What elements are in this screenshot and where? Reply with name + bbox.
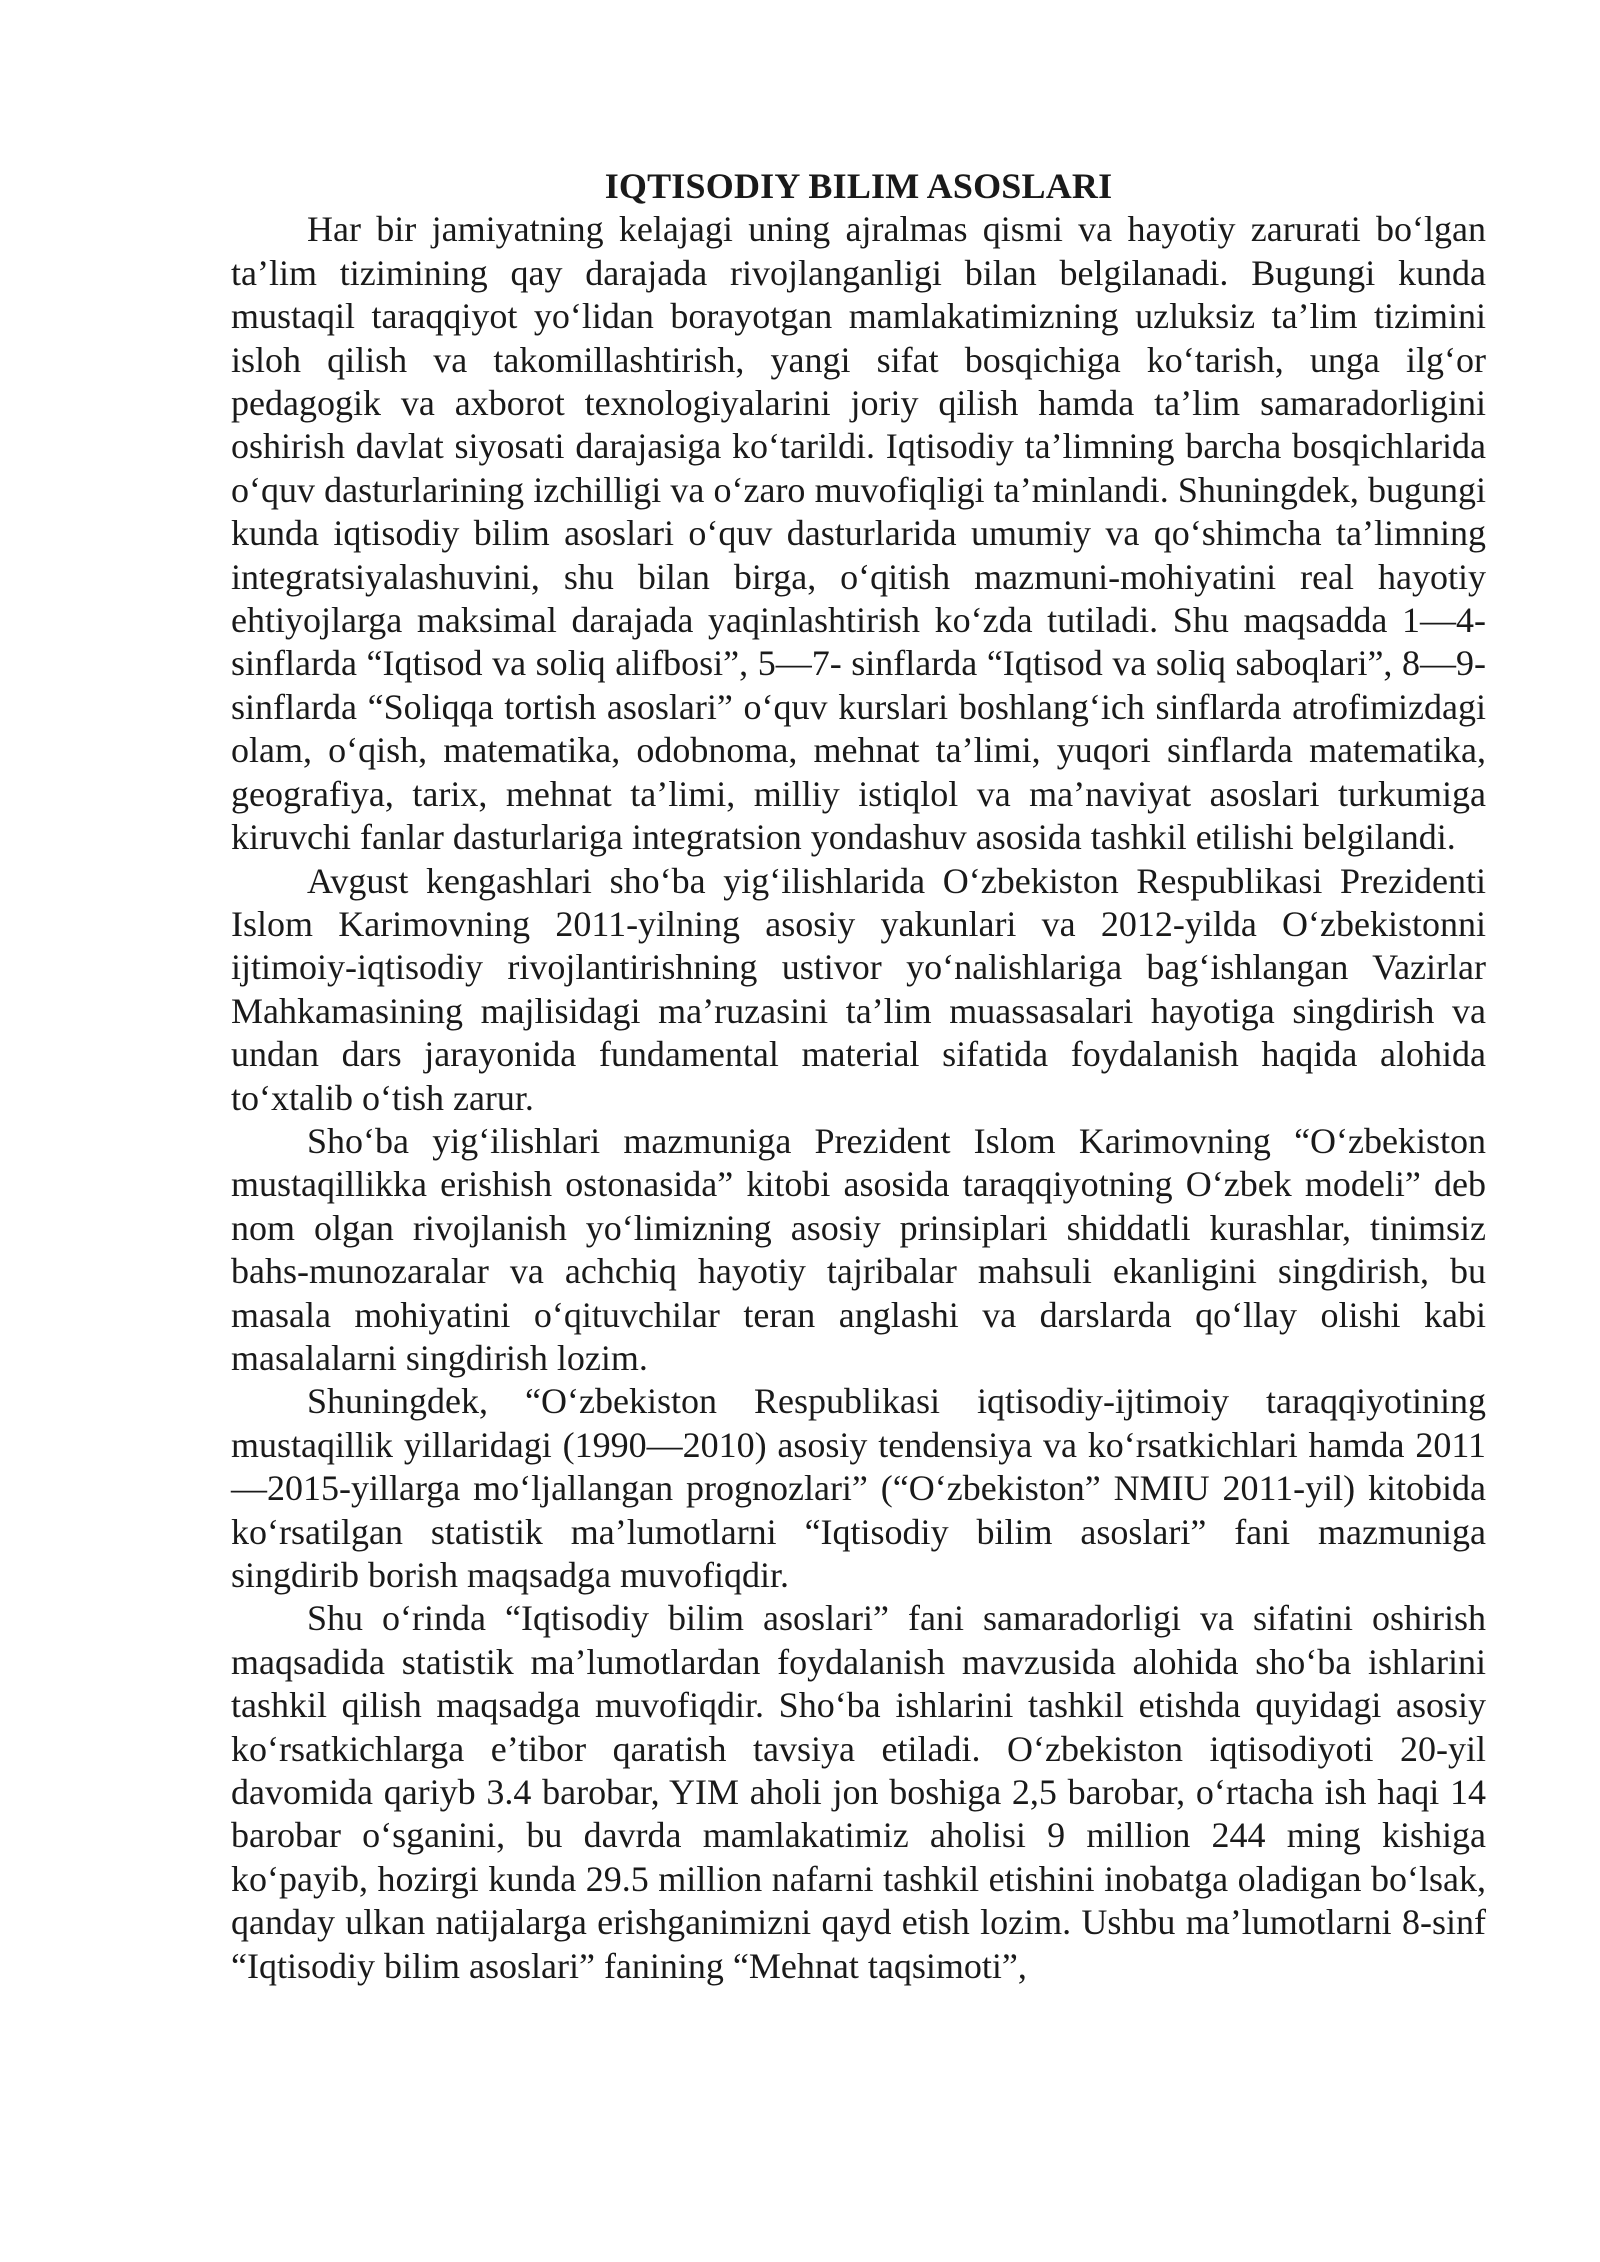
paragraph-1: Har bir jamiyatning kelajagi uning ajralmas qismi va hayotiy zarurati bo‘lgan ta’lim tizimining qay darajada rivojlanganligi bilan belgilanadi. Bugungi kunda mustaqil taraqqiyot yo‘lidan borayotgan mamlakatimizning uzluksiz ta’lim tizimini isloh qilish va takomillashtirish, yangi sifat bosqichiga ko‘tarish, unga ilg‘or pedagogik va axborot texnologiyalarini joriy qilish hamda ta’lim samaradorligini oshirish davlat siyosati darajasiga ko‘tarildi. Iqtisodiy ta’limning barcha bosqichlarida o‘quv dasturlarining izchilligi va o‘zaro muvofiqligi ta’minlandi. Shuningdek, bugungi kunda iqtisodiy bilim asoslari o‘quv dasturlarida umumiy va qo‘shimcha ta’limning integratsiyalashuvini, shu bilan birga, o‘qitish mazmuni-mohiyatini real hayotiy ehtiyojlarga maksimal darajada yaqinlashtirish ko‘zda tutiladi. Shu maqsadda 1—4-sinflarda “Iqtisod va soliq alifbosi”, 5—7- sinflarda “Iqtisod va soliq saboqlari”, 8—9-sinflarda “Soliqqa tortish asoslari” o‘quv kurslari boshlang‘ich sinflarda atrofimizdagi olam, o‘qish, matematika, odobnoma, mehnat ta’limi, yuqori sinflarda matematika, geografiya, tarix, mehnat ta’limi, milliy istiqlol va ma’naviyat asoslari turkumiga kiruvchi fanlar dasturlariga integratsion yondashuv asosida tashkil etilishi belgilandi. (231, 209, 1486, 858)
paragraph-3: Sho‘ba yig‘ilishlari mazmuniga Prezident Islom Karimovning “O‘zbekiston mustaqillikka erishish ostonasida” kitobi asosida taraqqiyotning O‘zbek modeli” deb nom olgan rivojlanish yo‘limizning asosiy prinsiplari shiddatli kurashlar, tinimsiz bahs-munozaralar va achchiq hayotiy tajribalar mahsuli ekanligini singdirish, bu masala mohiyatini o‘qituvchilar teran anglashi va darslarda qo‘llay olishi kabi masalalarni singdirish lozim. (231, 1120, 1486, 1378)
paragraph-2: Avgust kengashlari sho‘ba yig‘ilishlarida O‘zbekiston Respublikasi Prezidenti Islom Karimovning 2011-yilning asosiy yakunlari va 2012-yilda O‘zbekistonni ijtimoiy-iqtisodiy rivojlantirishning ustivor yo‘nalishlariga bag‘ishlangan Vazirlar Mahkamasining majlisidagi ma’ruzasini ta’lim muassasalari hayotiga singdirish va undan dars jarayonida fundamental material sifatida foydalanish haqida alohida to‘xtalib o‘tish zarur. (231, 860, 1486, 1118)
paragraph-5: Shu o‘rinda “Iqtisodiy bilim asoslari” fani samaradorligi va sifatini oshirish maqsadida statistik ma’lumotlardan foydalanish mavzusida alohida sho‘ba ishlarini tashkil qilish maqsadga muvofiqdir. Sho‘ba ishlarini tashkil etishda quyidagi asosiy ko‘rsatkichlarga e’tibor qaratish tavsiya etiladi. O‘zbekiston iqtisodiyoti 20-yil davomida qariyb 3.4 barobar, YIM aholi jon boshiga 2,5 barobar, o‘rtacha ish haqi 14 barobar o‘sganini, bu davrda mamlakatimiz aholisi 9 million 244 ming kishiga ko‘payib, hozirgi kunda 29.5 million nafarni tashkil etishini inobatga oladigan bo‘lsak, qanday ulkan natijalarga erishganimizni qayd etish lozim. Ushbu ma’lumotlarni 8-sinf “Iqtisodiy bilim asoslari” fanining “Mehnat taqsimoti”, (231, 1598, 1486, 1986)
paragraph-4: Shuningdek, “O‘zbekiston Respublikasi iqtisodiy-ijtimoiy taraqqiyotining mustaqillik yillaridagi (1990—2010) asosiy tendensiya va ko‘rsatkichlari hamda 2011—2015-yillarga mo‘ljallangan prognozlari” (“O‘zbekiston” NMIU 2011-yil) kitobida ko‘rsatilgan statistik ma’lumotlarni “Iqtisodiy bilim asoslari” fani mazmuniga singdirib borish maqsadga muvofiqdir. (231, 1381, 1486, 1595)
document-page (231, 165, 1486, 1988)
document-title: IQTISODIY BILIM ASOSLARI (604, 166, 1113, 206)
